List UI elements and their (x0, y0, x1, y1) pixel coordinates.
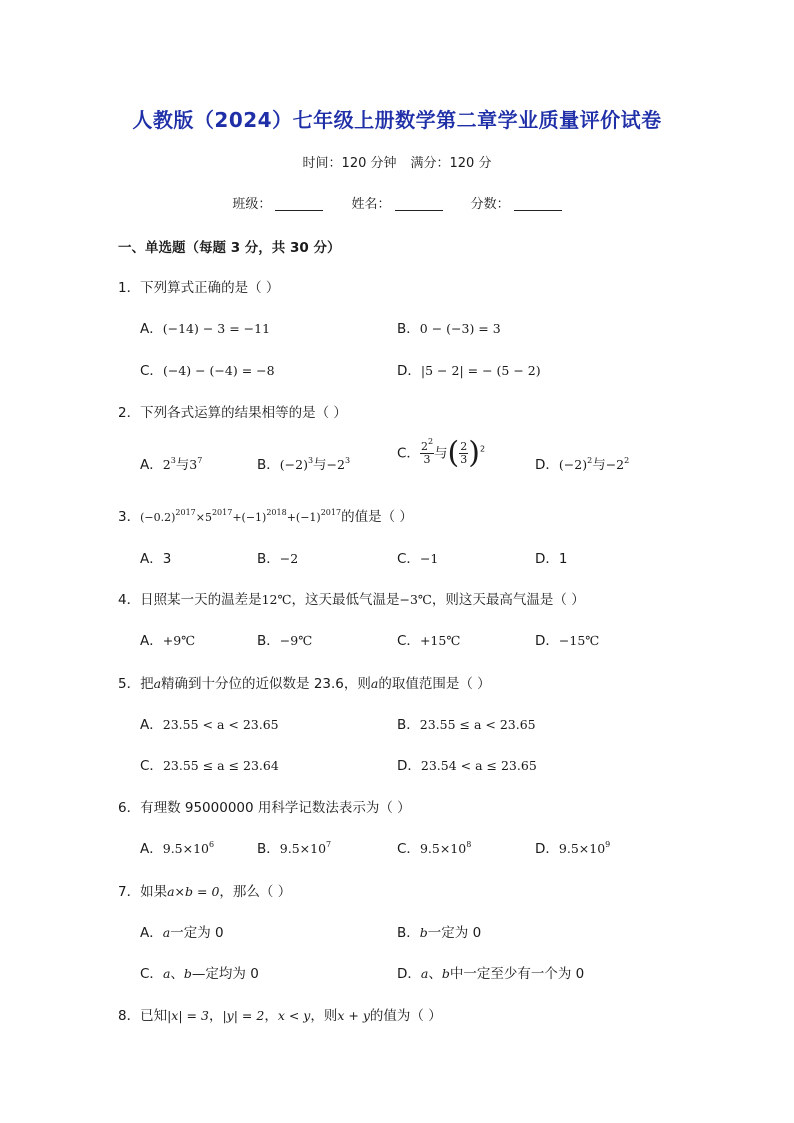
question-number: 3． (118, 509, 141, 525)
option-text: 9.5×10 (162, 841, 210, 856)
var-a: a (420, 966, 429, 981)
question-2-stem: 2．下列各式运算的结果相等的是（ ） (118, 405, 347, 421)
page-title: 人教版（2024）七年级上册数学第二章学业质量评价试卷 (132, 108, 662, 132)
question-5-stem (118, 672, 491, 692)
section-heading: 一、单选题（每题 3 分，共 30 分） (118, 240, 341, 256)
var-b: b (441, 966, 450, 981)
full-score: 满分：120 分 (410, 156, 492, 171)
stem-part: ， (208, 1008, 223, 1024)
option-letter: A． (140, 321, 163, 337)
option-text: 9.5×10 (279, 841, 327, 856)
option-text: 23.55 ≤ a < 23.65 (419, 717, 536, 732)
stem-part: 精确到十分位的近似数是 23.6，则 (161, 676, 371, 692)
option-text: +9℃ (162, 633, 196, 648)
var-b: b (419, 925, 428, 940)
option-text: +15℃ (419, 633, 461, 648)
var-a: a (162, 925, 171, 940)
option-letter: D． (397, 363, 421, 379)
q7-option-b (397, 921, 481, 941)
stem-part: ，这天最低气温是 (291, 592, 400, 608)
option-letter: D． (397, 758, 421, 774)
q5-option-a (140, 713, 279, 733)
option-letter: D． (535, 457, 559, 473)
option-letter: C． (397, 633, 420, 649)
option-text: |5 − 2| = − (5 − 2) (420, 363, 541, 378)
question-tail: 的值是（ ） (341, 509, 413, 525)
option-letter: C． (397, 551, 420, 567)
option-text: 一定为 0 (427, 925, 482, 941)
option-letter: B． (257, 633, 280, 649)
option-letter: C． (140, 966, 163, 982)
option-text: 中一定至少有一个为 0 (449, 966, 585, 982)
option-text: −1 (419, 551, 439, 566)
q3-option-a (140, 547, 171, 567)
class-blank (275, 196, 323, 211)
q7-option-c (140, 962, 259, 982)
option-text: −9℃ (279, 633, 313, 648)
q7-option-a (140, 921, 224, 941)
connector: 与 (175, 457, 190, 473)
connector: 与 (434, 445, 448, 462)
q6-option-b: B．$9.5\times 10^7$ (257, 840, 332, 857)
stem-part: ， (264, 1008, 278, 1024)
class-field (232, 193, 323, 212)
option-letter: B． (257, 551, 280, 567)
x-less-y: x < y (277, 1008, 311, 1023)
q1-option-b (397, 317, 501, 337)
option-letter: A． (140, 841, 163, 857)
abs-x: |x| = 3 (167, 1008, 209, 1023)
stem-part: ，则 (310, 1008, 338, 1024)
stem-part: ，则这天最高气温是（ ） (431, 592, 585, 608)
q2-option-b: B．$(-2)^3$与$-2^3$ (257, 456, 351, 473)
question-4-stem (118, 588, 585, 608)
option-text: 一定为 0 (170, 925, 224, 941)
option-letter: B． (397, 321, 420, 337)
question-1-stem: 1．下列算式正确的是（ ） (118, 280, 280, 296)
points-field (471, 193, 562, 212)
option-letter: A． (140, 551, 163, 567)
x-plus-y: x + y (337, 1008, 370, 1023)
q7-expression: a×b = 0 (167, 884, 220, 899)
option-letter: D． (535, 633, 559, 649)
stem-part: 的取值范围是（ ） (378, 676, 491, 692)
q4-option-b (257, 629, 312, 649)
question-7-stem (118, 880, 291, 900)
option-text: (−14) − 3 = −11 (162, 321, 271, 336)
option-letter: C． (140, 758, 163, 774)
stem-part: 4．日照某一天的温差是 (118, 592, 262, 608)
q4-option-a (140, 629, 195, 649)
option-letter: A． (140, 457, 163, 473)
q3-option-c (397, 547, 438, 567)
q6-option-a: A．$9.5\times 10^6$ (140, 840, 215, 857)
q4-option-d (535, 629, 599, 649)
points-label: 分数： (470, 197, 510, 212)
q2-option-d: D．$(-2)^2$与$-2^2$ (535, 456, 630, 473)
q3-option-d (535, 547, 568, 567)
option-text: 9.5×10 (558, 841, 606, 856)
question-6-stem: 6．有理数 95000000 用科学记数法表示为（ ） (118, 800, 411, 816)
name-field (351, 193, 442, 212)
name-label: 姓名： (351, 197, 391, 212)
stem-part: 7．如果 (118, 884, 168, 900)
option-letter: B． (257, 841, 280, 857)
class-label: 班级： (232, 197, 272, 212)
q7-option-d (397, 962, 584, 982)
stem-part: 5．把 (118, 676, 154, 692)
option-letter: A． (140, 633, 163, 649)
option-letter: A． (140, 717, 163, 733)
option-letter: C． (397, 841, 420, 857)
q2-option-a: A．$2^3$与$3^7$ (140, 456, 203, 473)
option-text: 3 (162, 551, 172, 567)
var-a: a (153, 676, 162, 691)
option-text: 23.55 ≤ a ≤ 23.64 (162, 758, 279, 773)
q1-option-d (397, 359, 541, 379)
option-text: 23.54 < a ≤ 23.65 (420, 758, 537, 773)
q6-option-d: D．$9.5\times 10^9$ (535, 840, 611, 857)
option-text: 1 (558, 551, 568, 567)
option-letter: B． (397, 717, 420, 733)
q5-option-d (397, 754, 537, 774)
exam-meta (0, 152, 794, 171)
option-text: 0 − (−3) = 3 (419, 321, 501, 336)
min-temperature: −3℃ (399, 592, 432, 607)
option-text: 9.5×10 (419, 841, 467, 856)
abs-y: |y| = 2 (222, 1008, 265, 1023)
option-letter: A． (140, 925, 163, 941)
option-text: −15℃ (558, 633, 600, 648)
stem-part: 8．已知 (118, 1008, 168, 1024)
points-blank (514, 196, 562, 211)
question-3-stem (118, 505, 413, 525)
q6-option-c: C．$9.5\times 10^8$ (397, 840, 472, 857)
student-info (0, 193, 794, 212)
temperature-diff: 12℃ (261, 592, 292, 607)
var-a: a (162, 966, 171, 981)
q1-option-c (140, 359, 275, 379)
stem-part: ，那么（ ） (219, 884, 292, 900)
option-text: —定均为 0 (191, 966, 259, 982)
option-letter: C． (397, 445, 420, 462)
option-letter: B． (397, 925, 420, 941)
option-letter: C． (140, 363, 163, 379)
q5-option-c (140, 754, 279, 774)
var-a: a (370, 676, 379, 691)
separator: 、 (170, 966, 184, 982)
connector: 与 (592, 457, 606, 473)
separator: 、 (428, 966, 442, 982)
option-letter: B． (257, 457, 280, 473)
question-8-stem (118, 1004, 442, 1024)
q3-expression: $(-0.2)^{2017}\times 5^{2017}+(-1)^{2018}+(-1)^{2017}$ (140, 508, 342, 524)
connector: 与 (313, 457, 327, 473)
time-limit: 时间：120 分钟 (302, 156, 397, 171)
q1-option-a (140, 317, 270, 337)
option-text: 23.55 < a < 23.65 (162, 717, 279, 732)
var-b: b (183, 966, 192, 981)
q5-option-b (397, 713, 536, 733)
option-letter: D． (397, 966, 421, 982)
option-letter: D． (535, 551, 559, 567)
name-blank (395, 196, 443, 211)
option-text: (−4) − (−4) = −8 (162, 363, 275, 378)
q3-option-b (257, 547, 298, 567)
option-letter: D． (535, 841, 559, 857)
stem-part: 的值为（ ） (369, 1008, 442, 1024)
q4-option-c (397, 629, 460, 649)
q2-option-c: C． $\frac{2^2}{3}$ 与( $\frac{2}{3}$ )$^2$ (397, 435, 486, 471)
option-text: −2 (279, 551, 299, 566)
